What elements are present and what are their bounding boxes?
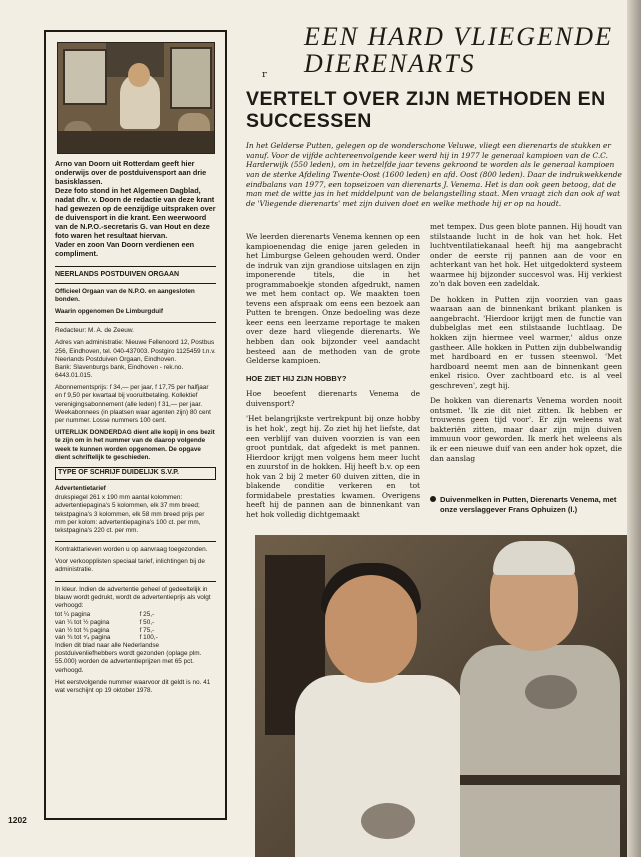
rate-row bbox=[55, 634, 165, 642]
org-line: Waarin opgenomen De Limburgduif bbox=[55, 307, 164, 315]
page-edge bbox=[627, 0, 641, 857]
sales-lists-rates: Voor verkoopplisten speciaal tarief, inlichtingen bij de administratie. bbox=[55, 558, 205, 574]
article-subhead bbox=[246, 88, 626, 132]
caption-line: Arno van Doorn uit Rotterdam geeft hier onderwijs over de postduivensport aan drie basisklassen. bbox=[55, 159, 207, 186]
divider bbox=[55, 322, 216, 323]
rate-amount: f 100,- bbox=[139, 634, 158, 642]
paragraph: De hokken in Putten zijn voorzien van gaas waaraan aan de binnenkant brikant planken is aangebracht. 'Hierdoor krijgt men de functie van dubbelglas met een stilstaande luchtlaag. De hokken zijn hiermee veel warmer,' aldus onze gastheer. Alle hokken in Putten zijn dubbelwandig met hardboard en er tussen steenwol. 'Met hardboard neemt men aan de binnenkant geen enkel risico. Over zachtboard etc. is al veel geschreven', zegt hij. bbox=[430, 294, 622, 390]
classroom-photo bbox=[57, 42, 215, 154]
rate-row bbox=[55, 627, 165, 635]
divider bbox=[55, 283, 216, 284]
rate-label: van ¼ tot ½ pagina bbox=[55, 618, 110, 626]
paragraph: We leerden dierenarts Venema kennen op een kampioenendag die enige jaren geleden in het Limburgse Geleen gehouden werd. Onder de indruk van zijn grandiose uitslagen en zijn imponerende titels, die in het programmaboekje stonden afgedrukt, namen we met hem contact op. We maakten toen tevens een afspraak om eens een bezoek aan Putten te brengen. Onze bedoeling was deze keer eens een leerzame reportage te maken over deze hard vliegende dierenarts. We hebben dan ook bijzonder veel aandacht besteed aan de methoden van de grote Gelderse kampioen. bbox=[246, 232, 420, 366]
decorative-mark: ᵣ bbox=[262, 62, 268, 81]
bank-line: Bank: Slavenburgs bank, Eindhoven - rek.no. 6443.01.015. bbox=[55, 363, 184, 380]
headline-line-2: DIERENARTS bbox=[304, 48, 476, 78]
divider bbox=[55, 541, 216, 542]
masthead-sidebar bbox=[44, 30, 227, 820]
rate-row bbox=[55, 611, 165, 619]
headline-line-1: EEN HARD VLIEGENDE bbox=[304, 22, 613, 51]
pigeon-fanciers-photo bbox=[255, 535, 627, 857]
subscription-prices: Abonnementsprijs: f 34,— per jaar, f 17,75 per halfjaar en f 9,50 per kwartaal bij vooruitbetaling. Kollektief verenigingsabonnement (alle leden) f 31,— per jaar. Weekabonnees (in plaatsen waar agenten zijn) 80 cent per nummer. Losse nummers 100 cent. bbox=[55, 384, 211, 425]
paragraph: met tempex. Dus geen blote pannen. Hij houdt van stilstaande lucht in de hok van het hok. Het luchtventilatiekanaal heeft hij ma aangebracht onder de eerste rij pannen aan de voor en achterkant van het hok. Het uitgedokterd systeem waarmee hij bijzonder succesvol was. Hij verkiest zo'n dak boven een zadeldak. bbox=[430, 222, 622, 289]
article-headline bbox=[304, 24, 634, 77]
rate-amount: f 75,- bbox=[139, 626, 155, 634]
article-column-1 bbox=[246, 232, 420, 525]
org-title: NEERLANDS POSTDUIVEN ORGAAN bbox=[55, 270, 180, 278]
caption-line: Vader en zoon Van Doorn verdienen een compliment. bbox=[55, 239, 195, 258]
rate-amount: f 50,- bbox=[139, 618, 155, 626]
article-column-2 bbox=[430, 222, 622, 469]
page-number: 1202 bbox=[8, 815, 27, 825]
paragraph: 'Het belangrijkste vertrekpunt bij onze hobby is het hok', zegt hij. Zo ziet hij het liefste, dat een verblijf van duiven voorzien is van een groot puntdak, dat afgedekt is met pannen. Hierdoor krijgt men volgens hem meer lucht en zuurstof in de hokken. Hij heeft b.v. op een hok van 2 bij 2 meter 60 duiven zitten, die in blakende conditie verkeren en tot formidabele prestaties kwamen. Overigens heeft hij de pannen aan de binnenkant van het hok volledig dichtgemaakt bbox=[246, 414, 420, 519]
photo-caption-main bbox=[440, 495, 626, 514]
article-intro: In het Gelderse Putten, gelegen op de wonderschone Veluwe, vliegt een dierenarts de stukken er vanuf. Voor de vijfde achtereenvolgende keer werd hij in 1977 le generaal kampioen van de C.C. Harderwijk (550 leden), om in hetzelfde jaar tevens gekroond te worden als le generaal kampioen van de sterke Afdeling Twente-Oost (1600 leden) en afd. Oost (800 leden). Daar de indrukwekkende eindbalans van 1977, een topseizoen van dierenarts J. Venema. Het is dan ook geen betoog, dat de man met de witte jas in het middelpunt van de belangstelling staat. Men vraagt zich dan ook af wat de 'Vliegende dierenarts' met zijn duiven doet en welke methode hij er op na houdt. bbox=[246, 141, 622, 208]
circulation-surcharge: Indien dit blad naar alle Nederlandse postduivenliefhebbers wordt gezonden (oplage plm. 55.000) worden de advertentieprijzen met 65 pct. verhoogd. bbox=[55, 641, 202, 674]
org-line: Officieel Orgaan van de N.P.O. en aangesloten bonden. bbox=[55, 287, 195, 303]
divider bbox=[55, 266, 216, 267]
section-heading: HOE ZIET HIJ ZIJN HOBBY? bbox=[246, 373, 347, 383]
bullet-icon bbox=[430, 496, 436, 502]
color-rate-table bbox=[55, 611, 165, 642]
address-block: Adres van administratie: Nieuwe Fellenoord 12, Postbus 256, Eindhoven, tel. 040-437003. Postgiro 1125459 t.n.v. Neerlands Postduiven Orgaan, Eindhoven. bbox=[55, 339, 216, 363]
rate-label: van ¾ tot ⁴⁄₄ pagina bbox=[55, 634, 111, 642]
photo-caption-sidebar bbox=[55, 160, 216, 259]
editor-line: Redacteur: M. A. de Zeeuw. bbox=[55, 327, 134, 335]
rate-label: van ½ tot ¾ pagina bbox=[55, 626, 110, 634]
deadline-notice: UITERLIJK DONDERDAG dient alle kopij in ons bezit te zijn om in het nummer van de daarop volgende week te kunnen worden opgenomen. De opgave dient schriftelijk te geschieden. bbox=[55, 429, 215, 461]
caption-text: Duivenmelken in Putten, Dierenarts Venema, met onze verslaggever Frans Ophuizen (l.) bbox=[440, 495, 617, 514]
divider bbox=[55, 581, 216, 582]
caption-line: Deze foto stond in het Algemeen Dagblad, nadat dhr. v. Doorn de redactie van deze krant had gewezen op de eenzijdige uitspraken over de duivensport in die krant. Een weerwoord van de N.P.O.-secretaris G. van Hout en deze foto waren het resultaat hiervan. bbox=[55, 185, 216, 240]
rate-label: tot ¼ pagina bbox=[55, 611, 91, 619]
rate-amount: f 25,- bbox=[139, 611, 155, 619]
type-clearly-box: TYPE OF SCHRIJF DUIDELIJK S.V.P. bbox=[55, 467, 216, 480]
color-surcharge: In kleur. Indien de advertentie geheel of gedeeltelijk in blauw wordt gedrukt, wordt de advertentieprijs als volgt verhoogd: bbox=[55, 585, 211, 609]
subhead-line-1: VERTELT OVER ZIJN METHODEN EN bbox=[246, 88, 606, 110]
ad-rates-text: drukspiegel 261 x 190 mm aantal kolommen: advertentiepagina's 5 kolommen, elk 37 mm breed; tekstpagina's 3 kolommen, elk 58 mm breed prijs per mm per kolom: advertentiepagina's 100 ct. per mm, tekstpagina's 220 ct. per mm. bbox=[55, 494, 205, 534]
paragraph: De hokken van dierenarts Venema worden nooit ontsmet. 'Ik zie dit niet zitten. Ik hebben er trouwens geen tijd voor'. Er zijn weleens wat bakteriën zitten, maar daar zijn mijn duiven immuun voor geworden. Ik merk het weleens als ik er een nieuwe duif van een ander hok opzet, die dan aanslag bbox=[430, 396, 622, 463]
rate-row bbox=[55, 619, 165, 627]
next-issue-note: Het eerstvolgende nummer waarvoor dit geldt is no. 41 wat verschijnt op 19 oktober 1978. bbox=[55, 678, 211, 694]
paragraph: Hoe beoefent dierenarts Venema de duivensport? bbox=[246, 389, 420, 408]
subhead-line-2: SUCCESSEN bbox=[246, 110, 372, 133]
contract-rates: Kontrakttarieven worden u op aanvraag toegezonden. bbox=[55, 546, 208, 554]
ad-rates-title: Advertentietarief bbox=[55, 484, 106, 492]
